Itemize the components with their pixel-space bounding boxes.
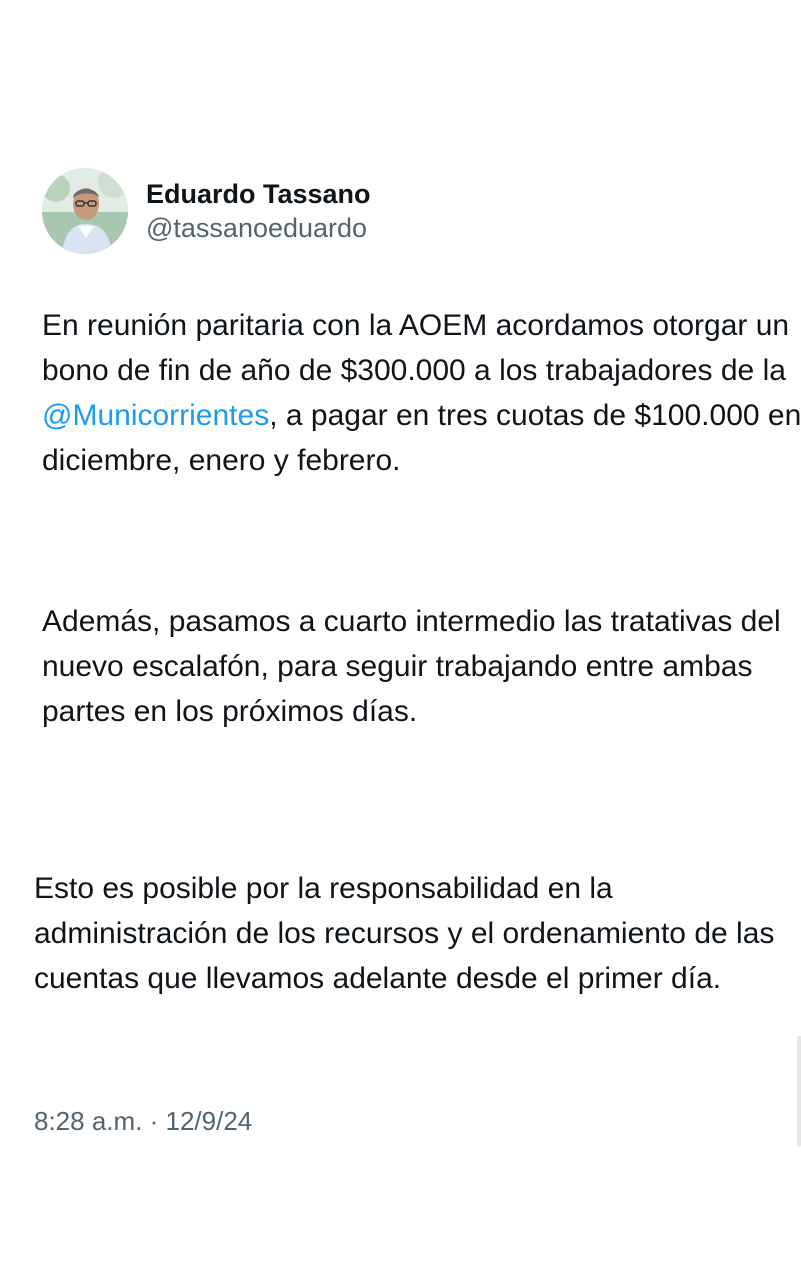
tweet-header xyxy=(42,168,371,254)
tweet-paragraph-2: Además, pasamos a cuarto intermedio las tratativas del nuevo escalafón, para seguir trabajando entre ambas partes en los próximos días. xyxy=(42,605,781,728)
scrollbar[interactable] xyxy=(797,1036,801,1146)
avatar[interactable] xyxy=(42,168,128,254)
author-handle[interactable]: @tassanoeduardo xyxy=(146,213,368,243)
mention-link-municorrientes[interactable]: @Municorrientes xyxy=(42,399,270,432)
author-block xyxy=(146,177,371,245)
tweet-paragraph-1 xyxy=(42,303,801,483)
tweet-timestamp[interactable]: 8:28 a.m. · 12/9/24 xyxy=(34,1106,253,1136)
paragraph-1-text-end: , a pagar en tres cuotas de $100.000 en diciembre, enero y febrero. xyxy=(42,399,801,477)
paragraph-1-text-start: En reunión paritaria con la AOEM acordamos otorgar un bono de fin de año de $300.000 a los trabajadores de la xyxy=(42,309,790,387)
avatar-photo-icon xyxy=(42,168,128,254)
author-display-name[interactable]: Eduardo Tassano xyxy=(146,179,371,209)
tweet-paragraph-3: Esto es posible por la responsabilidad en la administración de los recursos y el ordenamiento de las cuentas que llevamos adelante desde el primer día. xyxy=(34,872,775,995)
